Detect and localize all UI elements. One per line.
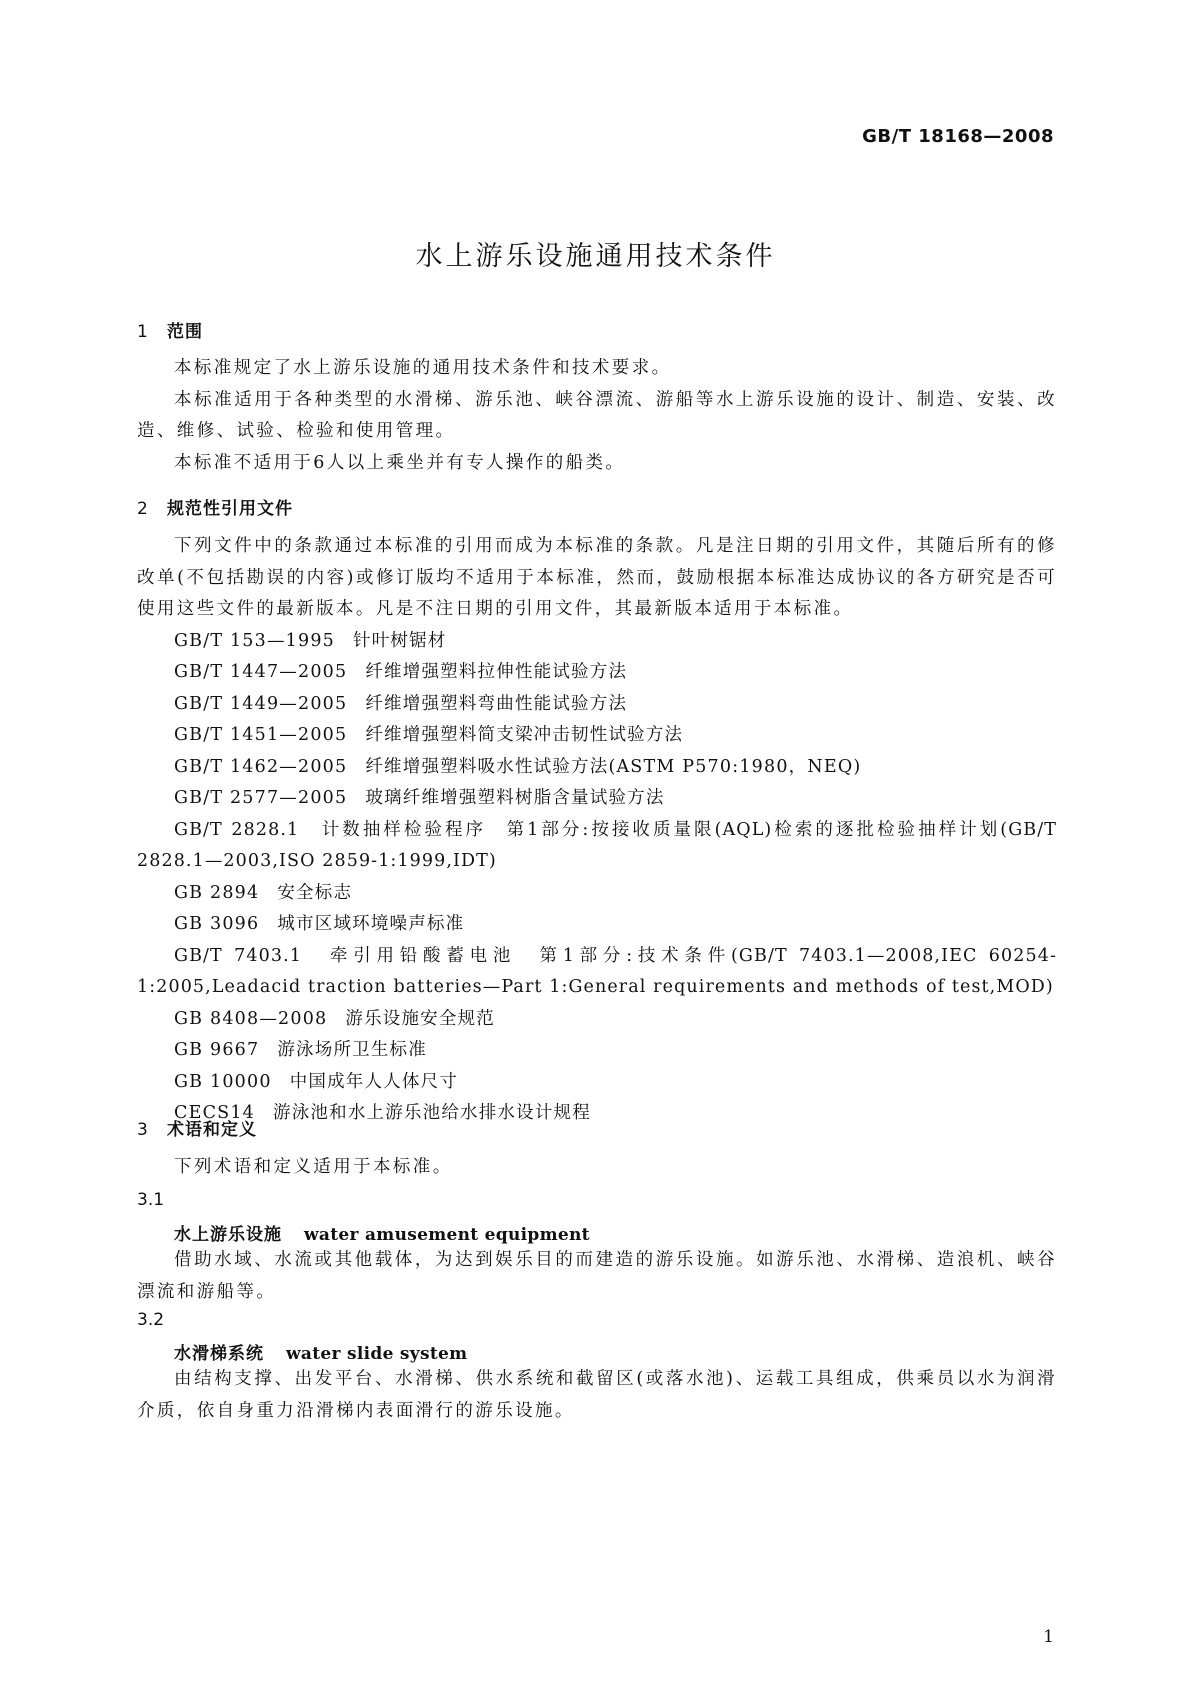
reference-title: 玻璃纤维增强塑料树脂含量试验方法 (365, 788, 665, 808)
reference-code: GB 3096 (174, 914, 260, 934)
paragraph: 由结构支撑、出发平台、水滑梯、供水系统和截留区(或落水池)、运载工具组成，供乘员以水为润滑介质，依自身重力沿滑梯内表面滑行的游乐设施。 (137, 1369, 1057, 1421)
term-number: 3.1 (137, 1190, 165, 1210)
reference-item (137, 626, 1057, 658)
term-en: water amusement equipment (304, 1225, 590, 1245)
term-definition (137, 1245, 1057, 1308)
reference-code: GB 2894 (174, 882, 260, 903)
section-title: 规范性引用文件 (167, 499, 293, 519)
term-zh: 水上游乐设施 (174, 1225, 282, 1245)
standard-number: GB/T 18168—2008 (862, 126, 1054, 147)
reference-title: 纤维增强塑料拉伸性能试验方法 (365, 662, 628, 682)
reference-item: GB/T 2828.1 计数抽样检验程序 第1部分:按接收质量限(AQL)检索的逐批检验抽样计划(GB/T 2828.1—2003,ISO 2859-1:1999,IDT) (137, 819, 1057, 871)
reference-item (137, 1035, 1057, 1067)
reference-code: GB/T 1449—2005 (174, 693, 348, 714)
paragraph: 本标准适用于各种类型的水滑梯、游乐池、峡谷漂流、游船等水上游乐设施的设计、制造、安装、改造、维修、试验、检验和使用管理。 (137, 389, 1057, 441)
reference-item (137, 752, 1057, 784)
reference-code: GB 9667 (174, 1040, 260, 1060)
reference-item (137, 689, 1057, 721)
reference-code: GB 8408—2008 (174, 1008, 328, 1029)
reference-item (137, 1004, 1057, 1036)
section-1-body (137, 353, 1057, 479)
paragraph: 借助水域、水流或其他载体，为达到娱乐目的而建造的游乐设施。如游乐池、水滑梯、造浪机、峡谷漂流和游船等。 (137, 1250, 1057, 1302)
paragraph: 下列文件中的条款通过本标准的引用而成为本标准的条款。凡是注日期的引用文件，其随后所有的修改单(不包括勘误的内容)或修订版均不适用于本标准，然而，鼓励根据本标准达成协议的各方研究是否可使用这些文件的最新版本。凡是不注日期的引用文件，其最新版本适用于本标准。 (137, 536, 1057, 619)
section-number: 1 (137, 322, 149, 342)
reference-code: GB 10000 (174, 1071, 272, 1092)
paragraph: 本标准规定了水上游乐设施的通用技术条件和技术要求。 (174, 358, 672, 378)
reference-item (137, 657, 1057, 689)
reference-title: 纤维增强塑料吸水性试验方法(ASTM P570:1980，NEQ) (365, 756, 862, 777)
reference-title: 纤维增强塑料简支梁冲击韧性试验方法 (365, 725, 684, 745)
reference-code: GB/T 2577—2005 (174, 788, 348, 808)
reference-title: 纤维增强塑料弯曲性能试验方法 (365, 693, 628, 714)
section-number: 3 (137, 1120, 149, 1140)
reference-code: GB/T 1462—2005 (174, 756, 348, 777)
section-3-heading (137, 1115, 257, 1140)
term-number: 3.2 (137, 1310, 165, 1330)
reference-code: GB/T 153—1995 (174, 630, 336, 651)
paragraph: 本标准不适用于6人以上乘坐并有专人操作的船类。 (174, 452, 626, 473)
term-definition (137, 1364, 1057, 1427)
reference-title: 游泳场所卫生标准 (277, 1040, 427, 1060)
section-3-intro (137, 1152, 1057, 1184)
reference-code: GB/T 1451—2005 (174, 725, 348, 745)
term-zh: 水滑梯系统 (174, 1344, 264, 1364)
term-heading (174, 1339, 467, 1364)
reference-code: GB/T 1447—2005 (174, 662, 348, 682)
reference-title: 针叶树锯材 (353, 630, 447, 651)
term-heading (174, 1220, 590, 1245)
section-2-body (137, 531, 1057, 1130)
reference-item (137, 783, 1057, 815)
section-title: 范围 (167, 322, 203, 342)
reference-item (137, 878, 1057, 910)
reference-title: 中国成年人人体尺寸 (289, 1071, 458, 1092)
section-title: 术语和定义 (167, 1120, 257, 1140)
reference-title: 游乐设施安全规范 (345, 1008, 495, 1029)
section-2-heading (137, 494, 293, 519)
reference-title: 游泳池和水上游乐池给水排水设计规程 (273, 1103, 591, 1123)
reference-title: 安全标志 (277, 882, 353, 903)
reference-item (137, 720, 1057, 752)
section-number: 2 (137, 499, 149, 519)
paragraph: 下列术语和定义适用于本标准。 (174, 1157, 453, 1177)
document-title: 水上游乐设施通用技术条件 (415, 241, 776, 272)
reference-item: GB/T 7403.1 牵引用铅酸蓄电池 第1部分:技术条件(GB/T 7403.1—2008,IEC 60254-1:2005,Leadacid traction batteries—Part 1:General requirements and methods of test,MOD) (137, 945, 1057, 997)
reference-code: CECS14 (174, 1103, 256, 1123)
reference-item (137, 909, 1057, 941)
reference-item (137, 1098, 1057, 1130)
section-1-heading (137, 317, 203, 342)
reference-title: 城市区域环境噪声标准 (277, 914, 465, 934)
reference-item (137, 1067, 1057, 1099)
page-number: 1 (1043, 1627, 1054, 1647)
term-en: water slide system (286, 1344, 468, 1364)
